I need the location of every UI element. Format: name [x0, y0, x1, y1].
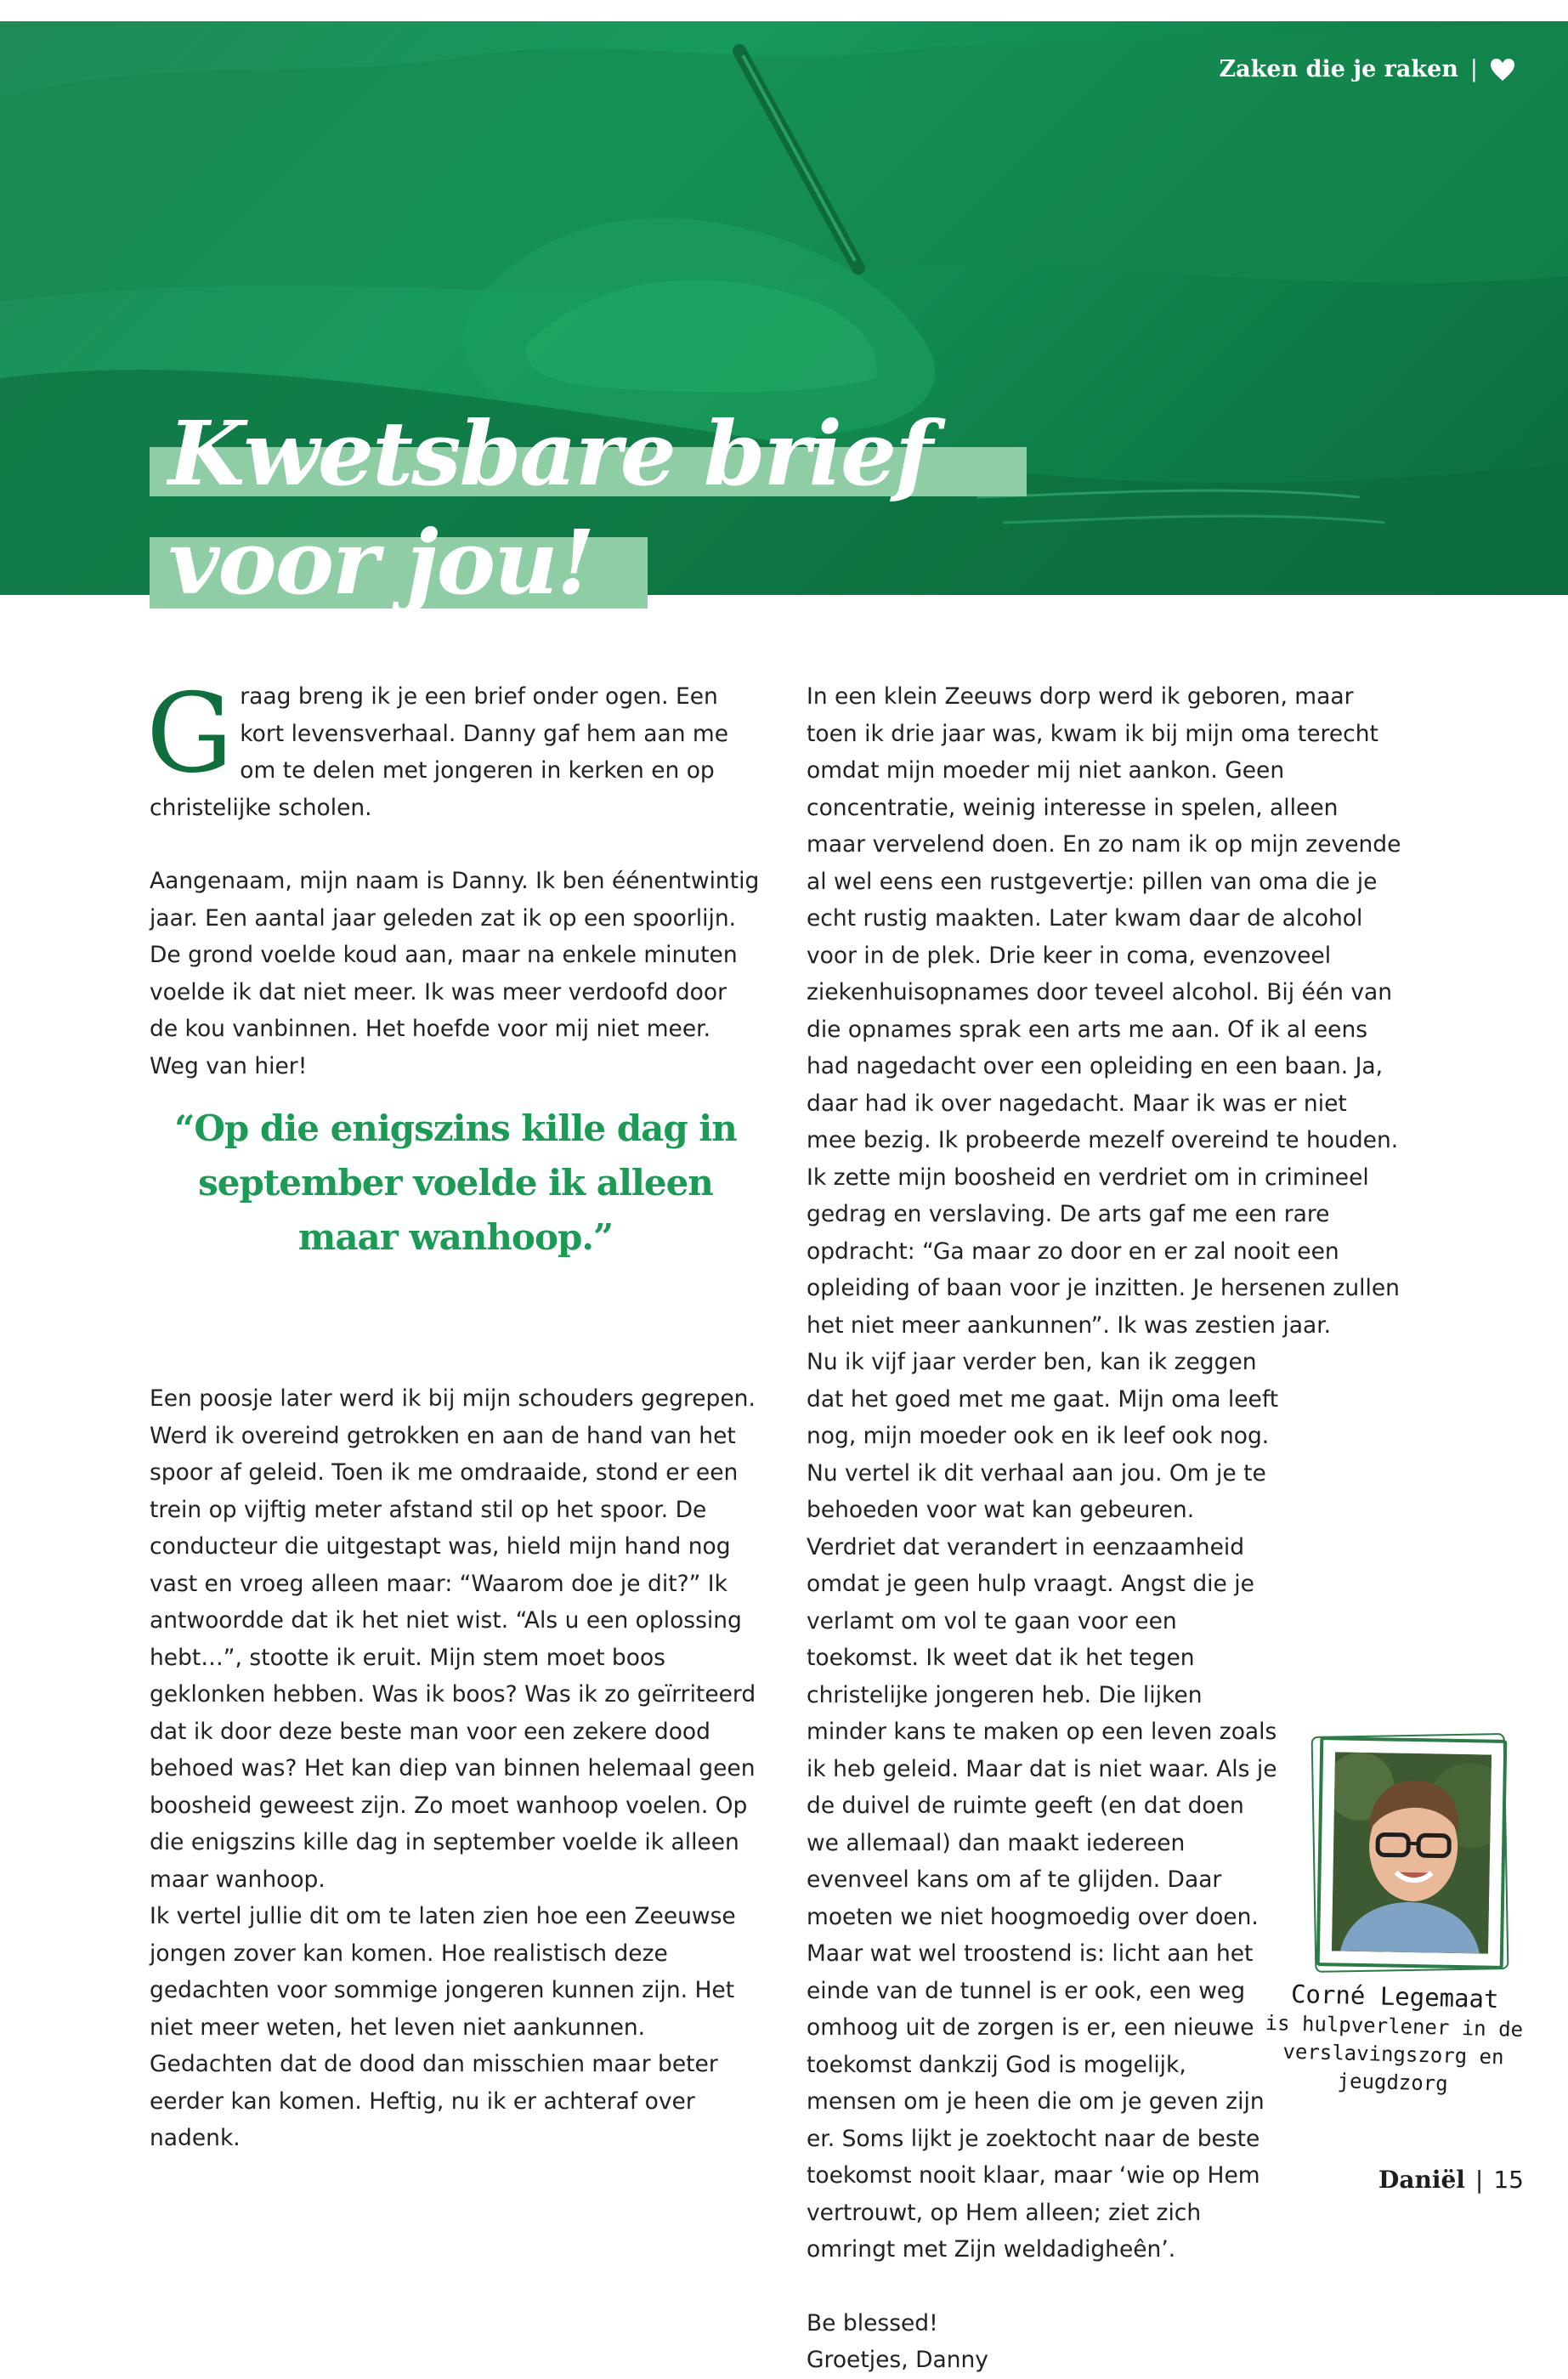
- portrait-illustration: [1332, 1752, 1492, 1953]
- article-column-right: [807, 678, 1401, 2379]
- section-title: Zaken die je raken: [1219, 56, 1458, 82]
- title-line-2: [150, 508, 931, 617]
- paragraph: In een klein Zeeuws dorp werd ik geboren, maar toen ik drie jaar was, kwam ik bij mijn oma terecht omdat mijn moeder mij niet aankon. Geen concentratie, weinig interesse in spelen, alleen maar vervelend doen. En zo nam ik op mijn zevende al wel eens een rustgevertje: pillen van oma die je echt rustig maakten. Later kwam daar de alcohol voor in de plek. Drie keer in coma, evenzoveel ziekenhuisopnames door teveel alcohol. Bij één van die opnames sprak een arts me aan. Of ik al eens had nagedacht over een opleiding en een baan. Ja, daar had ik over nagedacht. Maar ik was er niet mee bezig. Ik probeerde mezelf overeind te houden. Ik zette mijn boosheid en verdriet om in crimineel gedrag en verslaving. De arts gaf me een rare opdracht: “Ga maar zo door en er zal nooit een opleiding of baan voor je inzitten. Je hersenen zullen het niet meer aankunnen”. Ik was zestien jaar.: [807, 678, 1401, 1344]
- paragraph: Ik vertel jullie dit om te laten zien hoe een Zeeuwse jongen zover kan komen. Hoe realistisch deze gedachten voor sommige jongeren kunnen zijn. Het niet meer weten, het leven niet aankunnen. Gedachten dat de dood dan misschien maar beter eerder kan komen. Heftig, nu ik er achteraf over nadenk.: [150, 1898, 761, 2157]
- paragraph: Aangenaam, mijn naam is Danny. Ik ben éénentwintig jaar. Een aantal jaar geleden zat ik op een spoorlijn. De grond voelde koud aan, maar na enkele minuten voelde ik dat niet meer. Ik was meer verdoofd door de kou vanbinnen. Het hoefde voor mij niet meer. Weg van hier!: [150, 863, 761, 1085]
- signature: Groetjes, Danny: [807, 2342, 1401, 2379]
- author-role: is hulpverlener in de verslavingszorg en jeugdzorg: [1256, 2009, 1530, 2100]
- author-caption: [1256, 1977, 1531, 2100]
- magazine-name: Daniël: [1378, 2166, 1465, 2194]
- title-text-2: voor jou!: [150, 508, 931, 617]
- page-footer: [1378, 2166, 1524, 2194]
- author-photo: [1332, 1752, 1492, 1953]
- page-number: 15: [1493, 2166, 1524, 2194]
- article-column-left: [150, 678, 761, 1085]
- author-photo-frame: [1316, 1736, 1508, 1969]
- paragraph: Een poosje later werd ik bij mijn schouders gegrepen. Werd ik overeind getrokken en aan de hand van het spoor af geleid. Toen ik me omdraaide, stond er een trein op vijftig meter afstand stil op het spoor. De conducteur die uitgestapt was, hield mijn hand nog vast en vroeg alleen maar: “Waarom doe je dit?” Ik antwoordde dat ik het niet wist. “Als u een oplossing hebt…”, stootte ik eruit. Mijn stem moet boos geklonken hebben. Was ik boos? Was ik zo geïrriteerd dat ik door deze beste man voor een zekere dood behoed was? Het kan diep van binnen helemaal geen boosheid geweest zijn. Zo moet wanhoop voelen. Op die enigszins kille dag in september voelde ik alleen maar wanhoop.: [150, 1380, 761, 1898]
- section-label: [1219, 56, 1515, 82]
- intro-paragraph: [150, 678, 761, 826]
- sign-off: Be blessed!: [807, 2305, 1401, 2342]
- title-text-1: Kwetsbare brief: [150, 399, 931, 508]
- pull-quote: “Op die enigszins kille dag in september voelde ik alleen maar wanhoop.”: [150, 1102, 761, 1265]
- title-line-1: [150, 399, 931, 508]
- heart-icon: [1490, 58, 1515, 82]
- intro-text: raag breng ik je een brief onder ogen. Een kort levensverhaal. Danny gaf hem aan me om te delen met jongeren in kerken en op christelijke scholen.: [150, 683, 728, 821]
- footer-separator: |: [1475, 2166, 1483, 2194]
- article-title: [150, 399, 931, 617]
- paragraph: Nu ik vijf jaar verder ben, kan ik zeggen dat het goed met me gaat. Mijn oma leeft nog, mijn moeder ook en ik leef ook nog. Nu vertel ik dit verhaal aan jou. Om je te behoeden voor wat kan gebeuren. Verdriet dat verandert in eenzaamheid omdat je geen hulp vraagt. Angst die je verlamt om vol te gaan voor een toekomst. Ik weet dat ik het tegen christelijke jongeren heb. Die lijken minder kans te maken op een leven zoals ik heb geleid. Maar dat is niet waar. Als je de duivel de ruimte geeft (en dat doen we allemaal) dan maakt iedereen evenveel kans om af te glijden. Daar moeten we niet hoogmoedig over doen. Maar wat wel troostend is: licht aan het einde van de tunnel is er ook, een weg omhoog uit de zorgen is er, een nieuwe toekomst dankzij God is mogelijk, mensen om je heen die om je geven zijn er. Soms lijkt je zoektocht naar de beste toekomst nooit klaar, maar ‘wie op Hem vertrouwt, op Hem alleen; ziet zich omringt met Zijn weldadigheên’.: [807, 1344, 1282, 2269]
- section-separator: |: [1470, 56, 1478, 82]
- article-column-left-lower: [150, 1380, 761, 2157]
- author-name: Corné Legemaat: [1259, 1977, 1531, 2016]
- drop-cap: G: [146, 692, 233, 777]
